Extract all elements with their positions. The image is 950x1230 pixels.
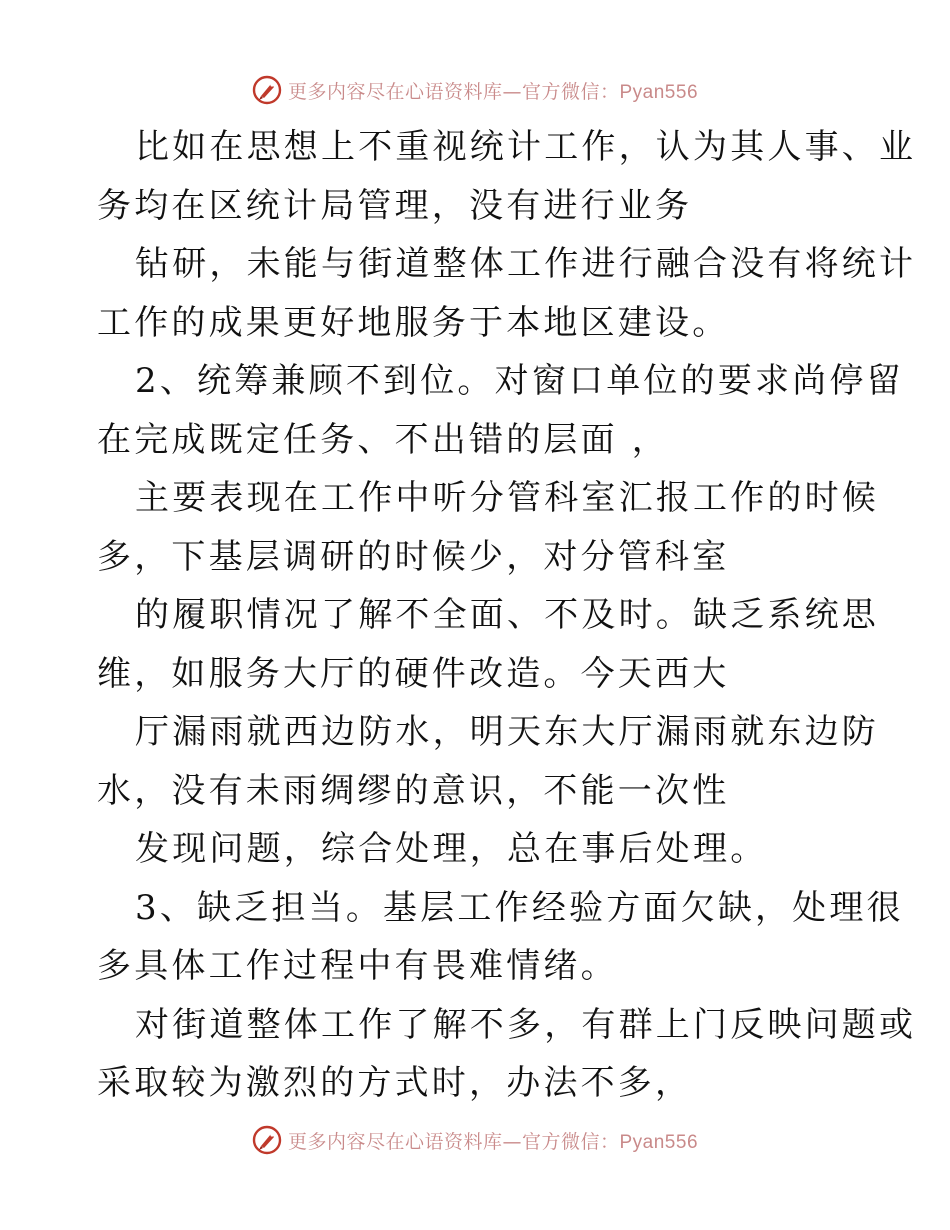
header-watermark — [0, 70, 950, 110]
document-body — [97, 118, 917, 1113]
paragraph-line: 工作的成果更好地服务于本地区建设。 — [97, 302, 730, 343]
paragraph-line: 在完成既定任务、不出错的层面 ， — [97, 419, 670, 460]
paragraph-3 — [97, 352, 904, 469]
paragraph-line: 的履职情况了解不全面、不及时。缺乏系统思 — [135, 595, 879, 635]
watermark-text — [288, 1127, 698, 1154]
paragraph-line: 3、缺乏担当。基层工作经验方面欠缺，处理很 — [135, 887, 904, 928]
paragraph-7 — [97, 820, 857, 879]
watermark-main: 更多内容尽在心语资料库 — [287, 1130, 503, 1153]
paragraph-line: 2、统筹兼顾不到位。对窗口单位的要求尚停留 — [135, 361, 904, 401]
paragraph-line: 维，如服务大厅的硬件改造。今天西大 — [97, 653, 730, 694]
footer-watermark — [0, 1120, 950, 1160]
watermark-wechat-id: Pyan556 — [619, 1131, 699, 1153]
paragraph-6 — [97, 703, 879, 820]
paragraph-line: 钻研，未能与街道整体工作进行融合没有将统计 — [135, 244, 917, 284]
paragraph-line: 采取较为激烈的方式时，办法不多， — [97, 1063, 693, 1103]
watermark-separator: — — [502, 1130, 522, 1153]
watermark-wechat-label: 官方微信： — [521, 1130, 620, 1153]
paragraph-line: 主要表现在工作中听分管科室汇报工作的时候 — [135, 478, 879, 518]
watermark-main: 更多内容尽在心语资料库 — [287, 80, 503, 103]
watermark-text — [288, 77, 698, 104]
watermark-separator: — — [502, 80, 522, 103]
paragraph-line: 多具体工作过程中有畏难情绪。 — [97, 946, 618, 986]
paragraph-1 — [97, 118, 917, 235]
paragraph-line: 对街道整体工作了解不多，有群上门反映问题或 — [135, 1004, 917, 1045]
paragraph-line: 厅漏雨就西边防水，明天东大厅漏雨就东边防 — [135, 712, 879, 752]
paragraph-line: 发现问题，综合处理，总在事后处理。 — [135, 829, 768, 869]
paragraph-line: 务均在区统计局管理，没有进行业务 — [97, 185, 693, 226]
paragraph-4 — [97, 469, 879, 586]
watermark-wechat-label: 官方微信： — [521, 80, 620, 103]
watermark-wechat-id: Pyan556 — [619, 81, 699, 103]
paragraph-9 — [97, 996, 917, 1113]
pen-nib-logo-icon — [252, 1125, 282, 1155]
paragraph-2 — [97, 235, 917, 352]
pen-nib-logo-icon — [252, 75, 282, 105]
paragraph-8 — [97, 879, 904, 996]
paragraph-5 — [97, 586, 879, 703]
paragraph-line: 多，下基层调研的时候少，对分管科室 — [97, 536, 730, 577]
paragraph-line: 比如在思想上不重视统计工作，认为其人事、业 — [135, 127, 917, 167]
paragraph-line: 水，没有未雨绸缪的意识，不能一次性 — [97, 770, 730, 811]
